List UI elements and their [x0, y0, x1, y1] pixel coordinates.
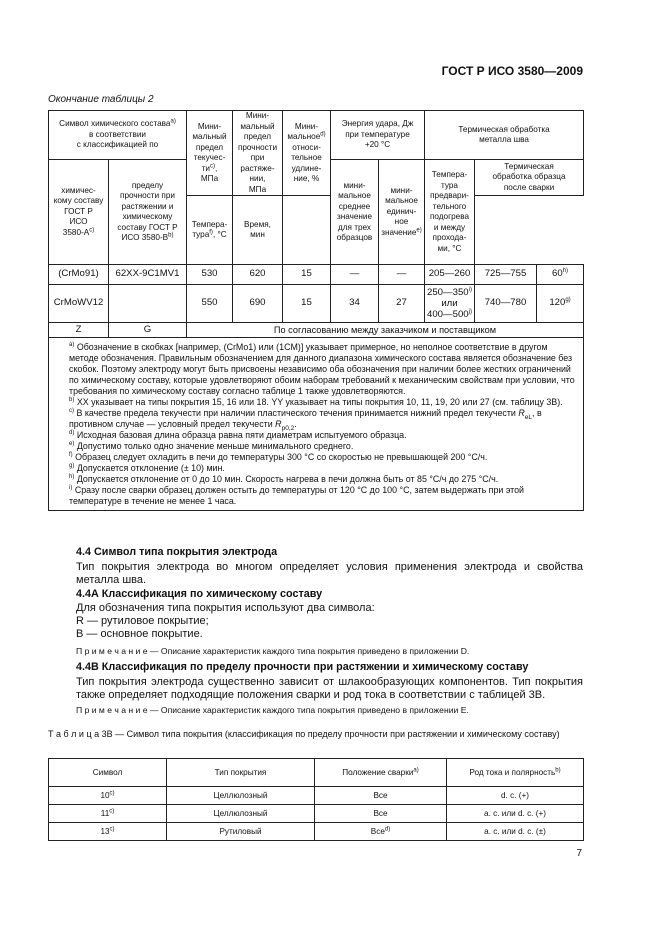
- footnote-h: $^{h)}$ Допускается отклонение от 0 до 10 мин. Скорость нагрева в печи должна быть от 85 °С/ч до 275 °С/ч.: [69, 474, 499, 484]
- cell-type: Целлюлозный: [167, 805, 315, 823]
- section-4-4-title: 4.4 Символ типа покрытия электрода: [76, 546, 278, 558]
- section-4-4a-note: П р и м е ч а н и е — Описание характеристик каждого типа покрытия приведено в приложении D.: [76, 646, 470, 656]
- footnote-a: $^{a)}$ Обозначение в скобках [например, (CrMo1) или (1CM)] указывает примерное, но неполное соответствие в другом методе обозначения. Правильным обозначением для данного диапазона химического состава является обозначение без скобок. Поэтому электроду могут быть присвоены независимо оба обозначения при наличии более жестких ограничений по химическому составу, которые удовлетворяют обоим наборам требований к механическим свойствам при условии, что требования по химическому составу согласно таблице 1 также удовлетворяются.: [69, 342, 575, 396]
- pwht-temp-header: Темпера- тура$^{f)}$, °С: [187, 196, 233, 265]
- footnote-f: $^{f)}$ Образец следует охладить в печи до температуры 300 °С со скоростью не превышающей 200 °С/ч.: [69, 452, 488, 462]
- footnote-b: $^{b)}$ XX указывает на типы покрытия 15, 16 или 18. YY указывает на типы покрытия 10, 11, 19, 20 или 27 (см. таблицу 3B).: [69, 397, 563, 407]
- table-continuation-label: Окончание таблицы 2: [48, 94, 154, 105]
- table-footnotes: [49, 338, 584, 511]
- table-row: [49, 285, 584, 323]
- cell-symbol: 10$^{c)}$: [49, 787, 167, 805]
- pwht-time-header: Время, мин: [233, 196, 283, 265]
- cell-current: a. c. или d. c. (+): [447, 805, 584, 823]
- coating-item-b: B — основное покрытие.: [76, 628, 203, 640]
- table-row: [49, 265, 584, 285]
- cell: 120$^{g)}$: [537, 285, 584, 323]
- cell: Z: [49, 323, 109, 338]
- coating-item-r: R — рутиловое покрытие;: [76, 615, 209, 627]
- footnote-i: $^{i)}$ Сразу после сварки образец должен остыть до температуры от 120 °С до 100 °С, затем выдержать при этой температуре в течение не менее 1 часа.: [69, 485, 525, 506]
- cell-position: Все: [315, 805, 447, 823]
- section-4-4a-title: 4.4А Классификация по химическому составу: [76, 588, 323, 600]
- table-3b-caption: Т а б л и ц а 3B — Символ типа покрытия (классификация по пределу прочности при растяжении и химическому составу): [48, 729, 560, 739]
- cell-position: Все$^{d)}$: [315, 823, 447, 841]
- document-standard-code: ГОСТ Р ИСО 3580—2009: [441, 64, 583, 78]
- cell: 15: [283, 265, 331, 285]
- cell-symbol: 13$^{c)}$: [49, 823, 167, 841]
- impact-avg-header: мини- мальное среднее значение для трех образцов: [331, 160, 379, 265]
- cell-type: Рутиловый: [167, 823, 315, 841]
- cell: 34: [331, 285, 379, 323]
- section-4-4b-text: Тип покрытия электрода существенно зависит от шлакообразующих компонентов. Тип покрытия также определяет подходящие положения сварки и род тока в соответствии с таблицей 3B.: [76, 676, 583, 701]
- col-header-position: Положение сварки$^{a)}$: [315, 759, 447, 787]
- tensile-header: Мини- мальный предел прочности при растяже- нии, МПа: [233, 111, 283, 196]
- col-a-header: химичес- кому составу ГОСТ Р ИСО $3580-А^{с)}$: [49, 160, 109, 265]
- cell-type: Целлюлозный: [167, 787, 315, 805]
- cell: 620: [233, 265, 283, 285]
- table-2-continuation: [48, 110, 584, 511]
- table-header-row: [49, 759, 584, 787]
- footnote-c: $^{c)}$ В качестве предела текучести при наличии пластического течения принимается нижний предел текучести $R_{eL}$, в противном случае — условный предел текучести $R_{p0,2}$.: [69, 408, 542, 432]
- table-3b: [48, 758, 584, 841]
- cell-current: d. c. (+): [447, 787, 584, 805]
- footnote-e: $^{e)}$ Допустимо только одно значение меньше минимального среднего.: [69, 441, 354, 451]
- cell-position: Все: [315, 787, 447, 805]
- cell: 250—350$^{i)}$ или 400—500$^{j)}$: [425, 285, 475, 323]
- elongation-header: Мини- мальное$^{d)}$ относи- тельное удлине- ние, %: [283, 111, 331, 196]
- symbol-group-header: Символ химического состава$^{a)}$ в соответствии с классификацией по: [49, 111, 187, 160]
- col-header-type: Тип покрытия: [167, 759, 315, 787]
- col-header-symbol: Символ: [49, 759, 167, 787]
- table-row: [49, 323, 584, 338]
- footnote-g: $^{g)}$ Допускается отклонение (± 10) мин.: [69, 463, 225, 473]
- section-4-4b-note: П р и м е ч а н и е — Описание характеристик каждого типа покрытия приведено в приложении E.: [76, 705, 469, 715]
- cell: CrMoWV12: [49, 285, 109, 323]
- cell: G: [109, 323, 187, 338]
- cell: 530: [187, 265, 233, 285]
- cell: —: [331, 265, 379, 285]
- cell: 205—260: [425, 265, 475, 285]
- cell: 27: [379, 285, 425, 323]
- table-row: [49, 805, 584, 823]
- table-row: [49, 823, 584, 841]
- heat-treatment-header: Термическая обработка металла шва: [425, 111, 584, 160]
- pwht-header: Термическая обработка образца после сварки: [475, 160, 584, 196]
- footnote-d: $^{d)}$ Исходная базовая длина образца равна пяти диаметрам испытуемого образца.: [69, 430, 407, 440]
- table-row: [49, 787, 584, 805]
- cell: 15: [283, 285, 331, 323]
- impact-single-header: мини- мальное единич- ное значение$^{e)}$: [379, 160, 425, 265]
- impact-header: Энергия удара, Дж при температуре +20 °С: [331, 111, 425, 160]
- cell: (CrMo91): [49, 265, 109, 285]
- yield-header: Мини- мальный предел текучес- $ти^{c)}$, МПа: [187, 111, 233, 196]
- cell: 60$^{h)}$: [537, 265, 584, 285]
- agreement-cell: По согласованию между заказчиком и поставщиком: [187, 323, 584, 338]
- section-4-4b-title: 4.4В Классификация по пределу прочности при растяжении и химическому составу: [76, 661, 529, 673]
- col-header-current: Род тока и полярность$^{b)}$: [447, 759, 584, 787]
- section-4-4-text: Тип покрытия электрода во многом определяет условия применения электрода и свойства металла шва.: [76, 561, 583, 586]
- col-b-header: пределу прочности при растяжении и химическому составу ГОСТ Р ИСО $3580-В^{b)}$: [109, 160, 187, 265]
- cell: —: [379, 265, 425, 285]
- cell: [109, 285, 187, 323]
- cell: 62XX-9C1MV1: [109, 265, 187, 285]
- cell-current: a. c. или d. c. (±): [447, 823, 584, 841]
- cell: 690: [233, 285, 283, 323]
- cell: 550: [187, 285, 233, 323]
- section-4-4a-text: Для обозначения типа покрытия используют два символа:: [76, 602, 375, 614]
- cell-symbol: 11$^{c)}$: [49, 805, 167, 823]
- cell: 740—780: [475, 285, 537, 323]
- page-number: 7: [576, 848, 582, 859]
- cell: 725—755: [475, 265, 537, 285]
- preheat-header: Темпера- тура предвари- тельного подогрева и между прохода- ми, °С: [425, 160, 475, 265]
